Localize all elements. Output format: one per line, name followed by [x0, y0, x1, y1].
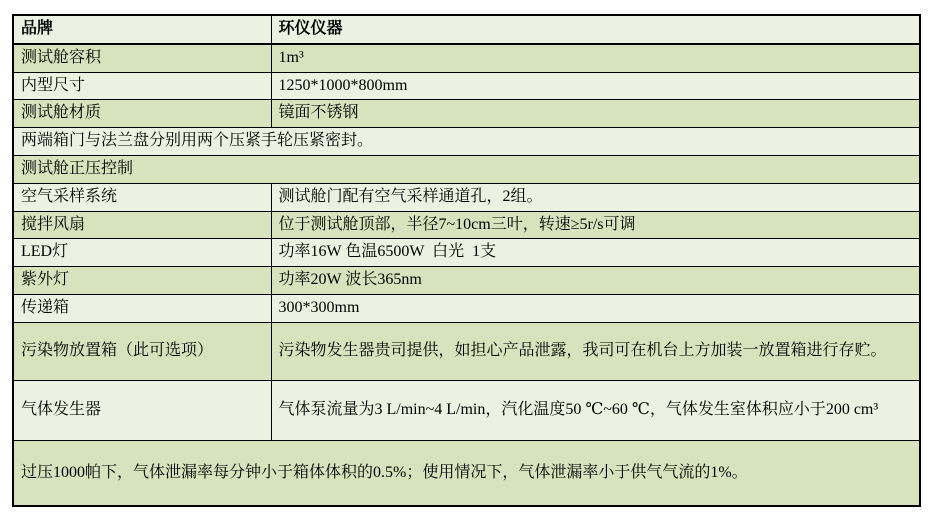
table-row [13, 294, 920, 322]
spec-label-cell: 内型尺寸 [13, 72, 271, 100]
spec-value-cell: 1m³ [271, 44, 920, 72]
table-row [13, 72, 920, 100]
spec-label-cell: 传递箱 [13, 294, 271, 322]
spec-value-cell: 位于测试舱顶部，半径7~10cm三叶，转速≥5r/s可调 [271, 211, 920, 239]
spec-label-cell: 搅拌风扇 [13, 211, 271, 239]
spec-value-cell: 1250*1000*800mm [271, 72, 920, 100]
spec-label-cell: 测试舱材质 [13, 100, 271, 128]
spec-value-cell: 测试舱门配有空气采样通道孔，2组。 [271, 183, 920, 211]
spec-value-cell: 功率20W 波长365nm [271, 267, 920, 295]
spec-label-cell: 测试舱容积 [13, 44, 271, 72]
spec-value-cell: 环仪仪器 [271, 15, 920, 44]
table-row [13, 155, 920, 183]
table-row [13, 15, 920, 44]
spec-label-cell: 气体发生器 [13, 380, 271, 440]
spec-value-cell: 气体泵流量为3 L/min~4 L/min，汽化温度50 ℃~60 ℃，气体发生室体积应小于200 cm³ [271, 380, 920, 440]
spec-value-cell: 300*300mm [271, 294, 920, 322]
table-row [13, 380, 920, 440]
spec-label-cell: 品牌 [13, 15, 271, 44]
table-row [13, 44, 920, 72]
spec-value-cell: 污染物发生器贵司提供，如担心产品泄露，我司可在机台上方加装一放置箱进行存贮。 [271, 322, 920, 380]
table-row [13, 239, 920, 267]
spec-span-cell: 两端箱门与法兰盘分别用两个压紧手轮压紧密封。 [13, 128, 920, 156]
table-row [13, 322, 920, 380]
spec-label-cell: 空气采样系统 [13, 183, 271, 211]
table-row [13, 211, 920, 239]
spec-value-cell: 功率16W 色温6500W 白光 1支 [271, 239, 920, 267]
spec-span-cell: 过压1000帕下，气体泄漏率每分钟小于箱体体积的0.5%；使用情况下，气体泄漏率小于供气气流的1%。 [13, 440, 920, 506]
spec-value-cell: 镜面不锈钢 [271, 100, 920, 128]
table-row [13, 100, 920, 128]
table-row [13, 183, 920, 211]
spec-label-cell: 污染物放置箱（此可选项） [13, 322, 271, 380]
spec-label-cell: LED灯 [13, 239, 271, 267]
spec-table [12, 14, 921, 507]
table-row [13, 128, 920, 156]
spec-span-cell: 测试舱正压控制 [13, 155, 920, 183]
table-row [13, 440, 920, 506]
table-row [13, 267, 920, 295]
spec-label-cell: 紫外灯 [13, 267, 271, 295]
